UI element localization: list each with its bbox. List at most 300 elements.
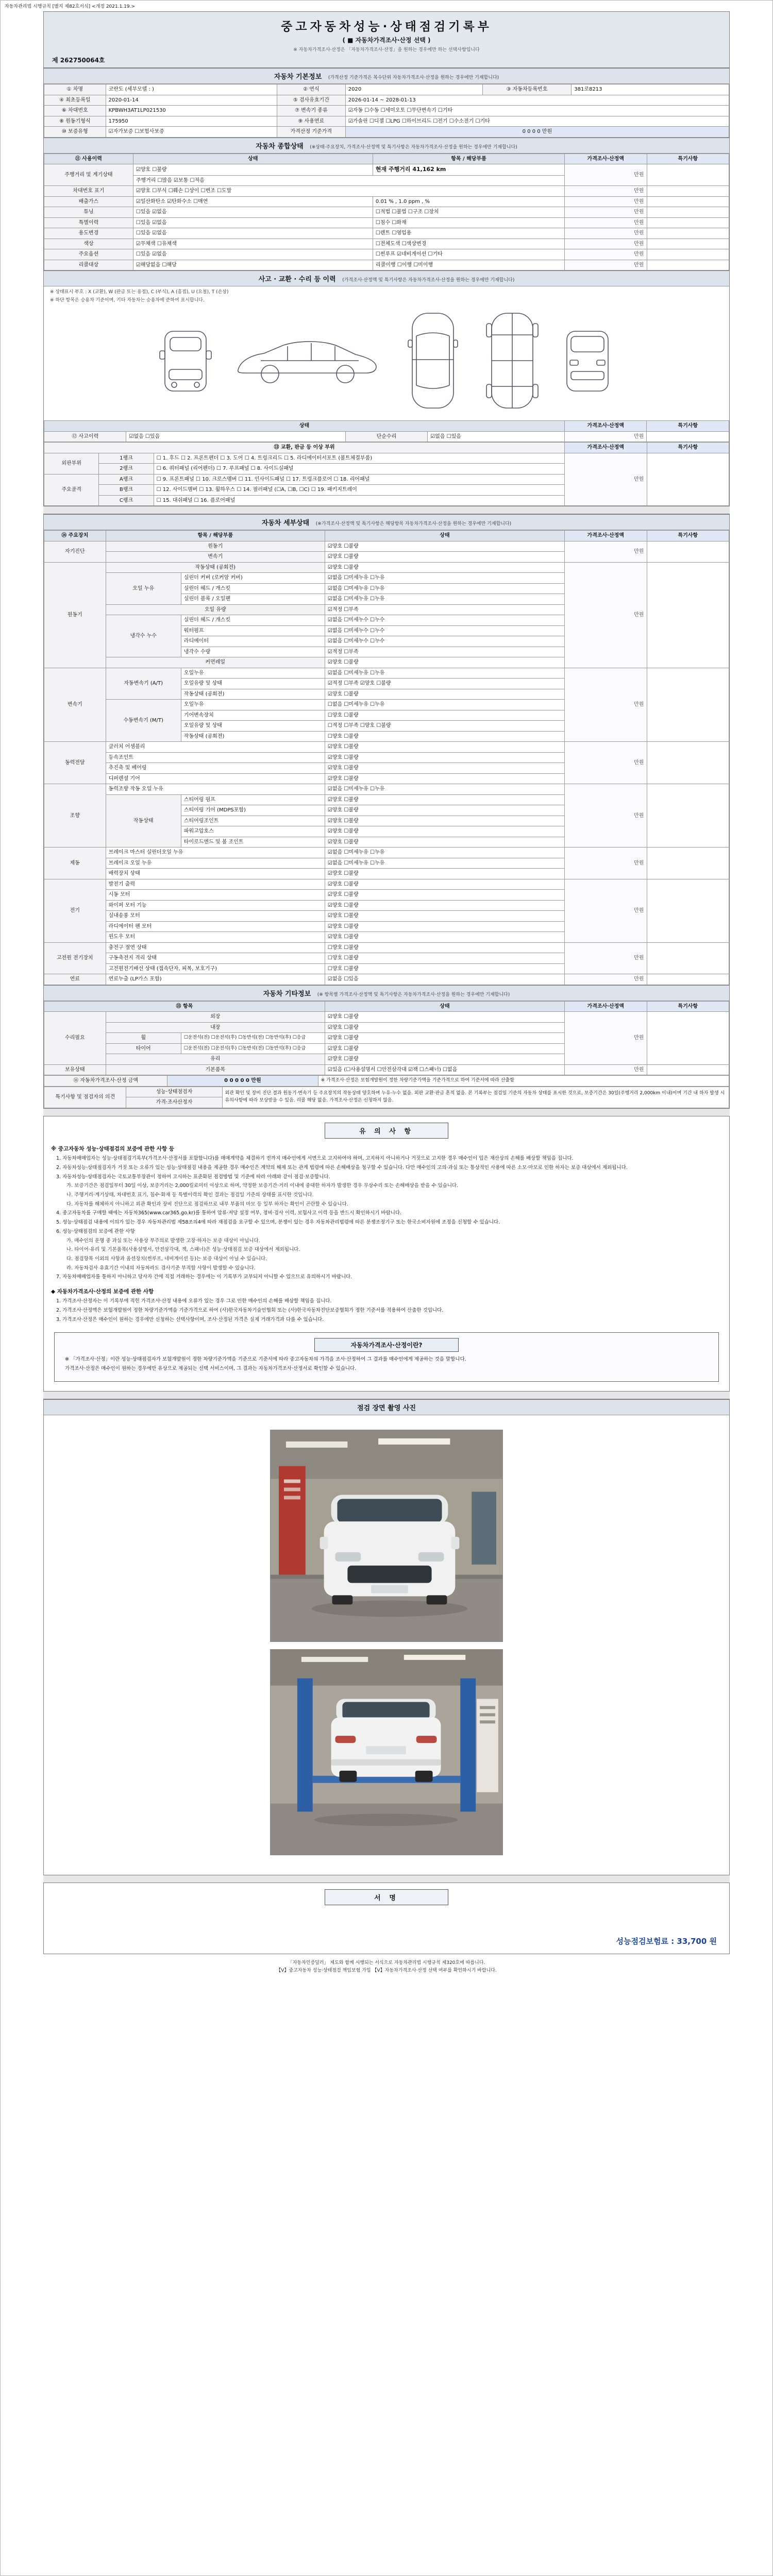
- signature-title: 서 명: [325, 1889, 448, 1905]
- footer-line: 【Ⅴ】중고자동차 성능·상태점검 책임보험 가입 【Ⅴ】자동차가격조사·산정 선택 여부를 확인하시기 바랍니다.: [276, 1968, 497, 1974]
- field-value[interactable]: ☑양호 ☐불량: [325, 816, 564, 826]
- field-value[interactable]: ☑없음 ☐미세누유 ☐누유: [325, 594, 564, 605]
- footer-line: 「자동차인증딜러」 제도와 함께 시행되는 서식으로 자동차관리법 시행규칙 제320호에 따릅니다.: [288, 1960, 485, 1966]
- field-label: 특기사항: [647, 443, 729, 453]
- field-value: 연료누출 (LP가스 포함): [106, 974, 325, 985]
- field-value: [647, 1012, 729, 1065]
- field-label: 가격조사·산정액: [565, 531, 647, 541]
- field-value: 워터펌프: [181, 625, 325, 636]
- field-label: 특기사항: [647, 154, 729, 164]
- detail-state-table: [44, 530, 729, 985]
- field-value: 실린더 헤드 / 개스킷: [181, 583, 325, 594]
- field-value[interactable]: ☐없음 ☐미세누유 ☐누유: [325, 700, 564, 710]
- field-value: 만원: [565, 196, 647, 207]
- field-value: 2020: [345, 84, 482, 95]
- field-value: 만원: [565, 668, 647, 742]
- field-value[interactable]: ☑없음 ☐미세누유 ☐누유: [325, 583, 564, 594]
- field-label: 보유상태: [44, 1064, 106, 1075]
- field-value[interactable]: ☑없음 ☐미세누유 ☐누유: [325, 573, 564, 584]
- field-value[interactable]: ☑양호 ☐불량: [325, 869, 564, 879]
- field-value[interactable]: ☑일산화탄소 ☑탄화수소 ☐매연: [133, 196, 373, 207]
- field-value[interactable]: ☑해당없음 ☐해당: [133, 260, 373, 270]
- field-value: 추진축 및 베어링: [106, 763, 325, 774]
- field-label: B랭크: [99, 485, 154, 496]
- field-value: 만원: [565, 784, 647, 848]
- field-value[interactable]: ☐ 1. 후드 ☐ 2. 프론트펜더 ☐ 3. 도어 ☐ 4. 트렁크리드 ☐ 5. 라디에이터서포트 (볼트체결부품): [154, 453, 564, 464]
- field-value: [647, 228, 729, 239]
- field-value: [647, 879, 729, 942]
- infobox-body: ※ 「가격조사·산정」이란 성능·상태점검자가 보험개발원이 정한 차량기준가액을 기준으로 기준서에 따라 중고자동차의 가격을 조사·산정하여 그 결과를 매수인에게 제공하는 것을 말합니다.: [65, 1356, 466, 1362]
- field-value[interactable]: ☑양호 ☐불량: [325, 921, 564, 932]
- field-value[interactable]: ☐운전석(전) ☐운전석(후) ☐동반석(전) ☐동반석(후) ☐응급: [181, 1033, 325, 1044]
- field-value: [647, 784, 729, 848]
- field-label: ⑮ 항목: [44, 1001, 325, 1012]
- field-label: 변속기: [44, 668, 106, 742]
- field-value: [647, 164, 729, 186]
- section-title: 자동차 기타정보: [263, 990, 311, 998]
- field-value: 외관 확인 및 장비 진단 결과 원동기·변속기 등 주요장치의 작동상태 양호하며 누유·누수 없음. 외판 교환·판금 흔적 없음. 본 기록부는 점검일 기준의 자동차 상태를 표시한 것으로, 보증기간은 30일(주행거리 2,000km 이내)이며 기간 내 하자 발생 시 유의사항에 따라 보상받을 수 있음. 리콜 해당 없음. 가격조사·산정은 신청하지 않음.: [222, 1087, 729, 1108]
- notice-line: 가. 보증기간은 점검일부터 30일 이상, 보증거리는 2,000킬로미터 이상으로 하며, 약정한 보증기간·거리 이내에 중대한 하자가 발생한 경우 무상수리 또는 손해배상을 받을 수 있습니다.: [66, 1183, 459, 1189]
- field-value[interactable]: ☑양호 ☐불량: [325, 932, 564, 943]
- field-label: 오일 누유: [106, 573, 181, 605]
- field-value[interactable]: ☐양호 ☐불량: [325, 942, 564, 953]
- field-label: ⑭ 주요장치: [44, 531, 106, 541]
- field-value[interactable]: ☑양호 ☐불량: [325, 752, 564, 763]
- field-value: [647, 186, 729, 197]
- field-label: 상태: [44, 421, 565, 432]
- field-value[interactable]: ☑양호 ☐불량: [325, 826, 564, 837]
- field-label: 특별이력: [44, 217, 133, 228]
- field-value[interactable]: ☑없음 ☐미세누수 ☐누수: [325, 625, 564, 636]
- field-value[interactable]: ☐적정 ☐부족 ☐양호 ☐불량: [325, 721, 564, 732]
- field-value[interactable]: 리콜이행 ☐이행 ☐미이행: [373, 260, 564, 270]
- section-note: (※상태·주요장치, 가격조사·산정액 및 특기사항은 자동차가격조사·산정을 원하는 경우에만 기재합니다): [310, 144, 517, 150]
- field-value[interactable]: ☐양호 ☐불량: [325, 731, 564, 742]
- field-label: 2랭크: [99, 464, 154, 474]
- field-value[interactable]: ☑양호 ☐불량: [325, 689, 564, 700]
- field-label: 제동: [44, 848, 106, 879]
- inspector-opinion-table: [44, 1087, 729, 1108]
- price-estimate-table: [44, 1075, 729, 1087]
- document-subtitle: ( ■ 자동차가격조사·산정 선택 ): [342, 37, 431, 44]
- inspection-photo-front: [270, 1430, 503, 1642]
- field-value: 실린더 블록 / 오일팬: [181, 594, 325, 605]
- field-value[interactable]: ☑적정 ☐부족: [325, 604, 564, 615]
- field-value: 기어변속장치: [181, 710, 325, 721]
- field-value: 브레이크 오일 누유: [106, 858, 325, 869]
- section-header-etc: [44, 985, 729, 1001]
- infobox-body: 가격조사·산정은 매수인이 원하는 경우에만 유상으로 제공되는 선택 서비스이며, 그 결과는 자동차가격조사·산정서로 확인할 수 있습니다.: [65, 1366, 357, 1372]
- field-value: 등속조인트: [106, 752, 325, 763]
- field-value: [647, 541, 729, 562]
- field-value: 코란도 (세부모델 : ): [106, 84, 277, 95]
- field-value: 시동 모터: [106, 890, 325, 901]
- field-value[interactable]: ☑없음 ☐미세누유 ☐누유: [325, 784, 564, 795]
- field-value[interactable]: ☑양호 ☐불량: [325, 541, 564, 552]
- notice-line: 6. 성능·상태점검의 보증에 관한 사항: [56, 1228, 135, 1234]
- field-label: 자기진단: [44, 541, 106, 562]
- etc-info-table: [44, 1001, 729, 1076]
- notice-line: 다. 점검항목 이외의 사항과 옵션장치(썬루프, 네비게이션 등)는 보증 대상이 아닐 수 있습니다.: [66, 1256, 267, 1262]
- field-label: ⑨ 사용연료: [277, 116, 345, 127]
- field-value: KPBWH3AT1LP021530: [106, 106, 277, 116]
- field-label: 용도변경: [44, 228, 133, 239]
- section-title: 자동차 세부상태: [261, 519, 310, 528]
- field-value: 만원: [565, 207, 647, 218]
- field-value: 고전원전기배선 상태 (접속단자, 피복, 보호기구): [106, 963, 325, 974]
- price-appraisal-infobox: [54, 1332, 719, 1382]
- section-note: (가격산정 기준가격은 복수단위 자동차가격조사·산정을 원하는 경우에만 기재합니다): [328, 75, 499, 80]
- field-value[interactable]: ☑양호 ☐불량: [133, 164, 373, 176]
- field-value: [647, 431, 729, 442]
- field-value: 만원: [565, 186, 647, 197]
- legal-form-note: 자동차관리법 시행규칙 [별지 제82호서식] <개정 2021.1.19.>: [5, 4, 136, 9]
- field-label: A랭크: [99, 474, 154, 485]
- field-value[interactable]: ☐있음 ☑없음: [133, 228, 373, 239]
- field-value: 만원: [565, 453, 647, 506]
- field-label: ⑥ 차대번호: [44, 106, 106, 116]
- basic-info-table: [44, 84, 729, 138]
- insurance-premium: 성능점검보험료 : 33,700 원: [616, 1937, 717, 1946]
- field-value: [647, 848, 729, 879]
- field-value: 라디에이터: [181, 636, 325, 647]
- document-title: 중고자동차성능·상태점검기록부: [281, 20, 492, 33]
- field-label: 고전원 전기장치: [44, 942, 106, 974]
- notice-line: 5. 성능·상태점검 내용에 이의가 있는 경우 자동차관리법 제58조의4에 따라 재점검을 요구할 수 있으며, 분쟁이 있는 경우 자동차관리법령에 따른 분쟁조정기구 또는 한국소비자원에 조정을 신청할 수 있습니다.: [56, 1219, 500, 1226]
- field-value: 만원: [565, 217, 647, 228]
- field-value: 만원: [565, 848, 647, 879]
- field-value: 디퍼렌셜 기어: [106, 773, 325, 784]
- field-value: 라디에이터 팬 모터: [106, 921, 325, 932]
- notice-line: 7. 자동차매매업자를 통하지 아니하고 당사자 간에 직접 거래하는 경우에는 이 기록부가 교부되지 아니할 수 있으므로 유의하시기 바랍니다.: [56, 1274, 352, 1280]
- field-label: 튜닝: [44, 207, 133, 218]
- field-value[interactable]: ☑양호 ☐불량: [325, 1033, 564, 1044]
- field-value[interactable]: ☐ 15. 대쉬패널 ☐ 16. 플로어패널: [154, 495, 564, 506]
- field-label: ⑩ 보증유형: [44, 127, 106, 138]
- field-value: [647, 196, 729, 207]
- field-value: 만원: [565, 974, 647, 985]
- field-value[interactable]: ☑양호 ☐불량: [325, 562, 564, 573]
- section-header-accident: [44, 270, 729, 286]
- field-value[interactable]: ☐적법 ☐불법 ☐구조 ☐장치: [373, 207, 564, 218]
- field-value: 구동축전지 격리 상태: [106, 953, 325, 964]
- notices-title: 유 의 사 항: [325, 1123, 448, 1139]
- field-label: 작동상태: [106, 794, 181, 848]
- field-value: 스티어링조인트: [181, 816, 325, 826]
- damage-code-note: ※ 상태표시 부호 : X (교환), W (판금 또는 용접), C (부식), A (흠집), U (요철), T (손상): [50, 290, 229, 295]
- field-value[interactable]: ☑없음 ☐있음: [428, 431, 565, 442]
- section-note: (※가격조사·산정액 및 특기사항은 해당항목 자동차가격조사·산정을 원하는 경우에만 기재합니다): [315, 521, 512, 527]
- car-diagram-front-icon: [159, 322, 212, 399]
- field-value: [647, 742, 729, 784]
- field-value: 실내송풍 모터: [106, 911, 325, 922]
- field-label: ③ 자동차등록번호: [482, 84, 572, 95]
- field-value[interactable]: ☑있음 (☐사용설명서 ☐안전삼각대 ☑잭 ☐스패너) ☐없음: [325, 1064, 564, 1075]
- field-label: 냉각수 누수: [106, 615, 181, 657]
- field-label: 자동변속기 (A/T): [106, 668, 181, 700]
- field-value: ※ 가격조사·산정은 보험개발원이 정한 차량기준가액을 기준가격으로 하여 기준서에 따라 산출함: [318, 1076, 729, 1087]
- document-header: [44, 12, 729, 68]
- notice-line: 다. 자동차를 해체하지 아니하고 외관 확인과 장비 진단으로 점검하므로 내부 부품의 마모 등 일부 하자는 확인이 곤란할 수 있습니다.: [66, 1201, 348, 1207]
- field-value: 0.01 % , 1.0 ppm , %: [373, 196, 564, 207]
- field-label: 수리필요: [44, 1012, 106, 1065]
- field-label: ⑦ 변속기 종류: [277, 106, 345, 116]
- field-label: ⑪ 사용이력: [44, 154, 133, 164]
- field-label: 가격조사·산정액: [565, 443, 647, 453]
- notice-line: 1. 가격조사·산정자는 이 기록부에 적힌 가격조사·산정 내용에 오류가 있는 경우 그로 인한 매수인의 손해를 배상할 책임을 집니다.: [56, 1298, 332, 1304]
- field-label: 오일 유량: [106, 604, 325, 615]
- field-value[interactable]: ☑적정 ☐부족: [325, 647, 564, 657]
- field-label: 특기사항 및 점검자의 의견: [44, 1087, 126, 1108]
- field-value[interactable]: ☐렌트 ☐영업용: [373, 228, 564, 239]
- section-note: (※ 항목별 가격조사·산정액 및 특기사항은 자동차가격조사·산정을 원하는 경우에만 기재합니다): [317, 992, 510, 997]
- document-number: 제 262750064호: [52, 57, 105, 64]
- field-value: 만원: [565, 742, 647, 784]
- field-value: 만원: [565, 249, 647, 260]
- field-label: 변속기: [106, 552, 325, 563]
- field-label: 원동기: [106, 541, 325, 552]
- field-label: 원동기: [44, 562, 106, 668]
- field-label: ⑤ 검사유효기간: [277, 95, 345, 106]
- field-value[interactable]: ☑양호 ☐불량: [325, 1012, 564, 1023]
- field-value[interactable]: ☐양호 ☐불량: [325, 710, 564, 721]
- field-value: 만원: [565, 164, 647, 186]
- field-value[interactable]: ☑양호 ☐불량: [325, 1043, 564, 1054]
- document: [43, 11, 730, 1984]
- field-value[interactable]: ☑없음 ☐있음: [325, 974, 564, 985]
- field-label: 수동변속기 (M/T): [106, 700, 181, 742]
- notice-line: 2. 가격조사·산정액은 보험개발원이 정한 차량기준가액을 기준가격으로 하여 (사)한국자동차기술인협회 또는 (사)한국자동차진단보증협회가 정한 기준서를 적용하여 산출한 것입니다.: [56, 1308, 444, 1314]
- field-value[interactable]: ☑없음 ☐있음: [126, 431, 345, 442]
- section-gap: [43, 1392, 730, 1399]
- field-label: 색상: [44, 239, 133, 249]
- section-title: 사고 · 교환 · 수리 등 이력: [258, 276, 336, 284]
- field-value: [647, 562, 729, 668]
- car-diagram-side-icon: [230, 330, 384, 392]
- field-label: ⑧ 원동기형식: [44, 116, 106, 127]
- field-label: 주행거리 및 계기상태: [44, 164, 133, 186]
- field-value: 배력장치 상태: [106, 869, 325, 879]
- field-value: 만원: [565, 260, 647, 270]
- field-label: 상태: [133, 154, 373, 164]
- field-value: [647, 260, 729, 270]
- field-value: 윈도우 모터: [106, 932, 325, 943]
- field-value: 만원: [565, 1064, 647, 1075]
- field-label: 1랭크: [99, 453, 154, 464]
- field-label: C랭크: [99, 495, 154, 506]
- field-label: 특기사항: [647, 1001, 729, 1012]
- field-value[interactable]: ☑양호 ☐불량: [325, 773, 564, 784]
- field-value: 동력조향 작동 오일 누유: [106, 784, 325, 795]
- accident-history-table: [44, 420, 729, 442]
- section-header-detail: [44, 514, 729, 530]
- section-header-basic: [44, 68, 729, 84]
- field-value: [647, 249, 729, 260]
- field-value: 작동상태 (공회전): [181, 731, 325, 742]
- field-value: 2020-01-14: [106, 95, 277, 106]
- field-value: 오일누유: [181, 700, 325, 710]
- field-value[interactable]: ☐있음 ☑없음: [133, 207, 373, 218]
- field-value: 스티어링 기어 (MDPS포함): [181, 805, 325, 816]
- field-value[interactable]: ☐ 6. 쿼터패널 (리어펜더) ☐ 7. 루프패널 ☐ 8. 사이드실패널: [154, 464, 564, 474]
- card-detail-state: [43, 514, 730, 1109]
- car-diagram-rear-icon: [561, 322, 614, 399]
- field-value[interactable]: ☑양호 ☐부식 ☐훼손 ☐상이 ☐변조 ☐도말: [133, 186, 564, 197]
- notice-line: ※ 중고자동차 성능·상태점검의 보증에 관한 사항 등: [51, 1145, 174, 1152]
- field-value[interactable]: ☑양호 ☐불량: [325, 900, 564, 911]
- notice-line: ◆ 자동차가격조사·산정의 보증에 관한 사항: [51, 1289, 154, 1295]
- field-value[interactable]: ☑없음 ☐미세누유 ☐누유: [325, 668, 564, 679]
- field-value[interactable]: ☑자동 ☐수동 ☐세미오토 ☐무단변속기 ☐기타: [345, 106, 729, 116]
- field-value[interactable]: ☑양호 ☐불량: [325, 657, 564, 668]
- field-value: 냉각수 수량: [181, 647, 325, 657]
- field-value: [647, 453, 729, 506]
- field-value: 만원: [565, 1012, 647, 1065]
- field-value: 만원: [565, 879, 647, 942]
- car-diagram-top-icon: [402, 309, 464, 412]
- field-value: 타이로드엔드 및 볼 조인트: [181, 837, 325, 848]
- notice-line: 라. 자동차검사 유효기간 이내의 자동차라도 검사기준 부적합 사항이 발생할 수 있습니다.: [66, 1265, 256, 1271]
- field-value: [647, 668, 729, 742]
- field-value: 브레이크 마스터 실린더오일 누유: [106, 848, 325, 858]
- field-value[interactable]: ☑양호 ☐불량: [325, 1022, 564, 1033]
- field-value[interactable]: ☑가솔린 ☐디젤 ☐LPG ☐하이브리드 ☐전기 ☐수소전기 ☐기타: [345, 116, 729, 127]
- field-label: 기본품목: [106, 1064, 325, 1075]
- field-label: 항목 / 해당부품: [106, 531, 325, 541]
- field-label: 가격조사·산정액: [565, 154, 647, 164]
- field-value[interactable]: ☑양호 ☐불량: [325, 805, 564, 816]
- field-value[interactable]: ☐침수 ☐화재: [373, 217, 564, 228]
- field-value: 스티어링 펌프: [181, 794, 325, 805]
- field-label: 내장: [106, 1022, 325, 1033]
- field-value: 실린더 커버 (로커암 커버): [181, 573, 325, 584]
- field-label: 차대번호 표기: [44, 186, 133, 197]
- section-note: (가격조사·산정액 및 특기사항은 자동차가격조사·산정을 원하는 경우에만 기재합니다): [342, 278, 515, 283]
- notice-line: 나. 타이어·유리 및 기본품목(사용설명서, 안전삼각대, 잭, 스패너)은 성능·상태점검 보증 대상에서 제외됩니다.: [66, 1247, 300, 1253]
- field-value: 만원: [565, 942, 647, 974]
- field-value[interactable]: ☑양호 ☐불량: [325, 837, 564, 848]
- field-value: 2026-01-14 ~ 2028-01-13: [345, 95, 729, 106]
- section-gap: [43, 506, 730, 514]
- field-label: 외장: [106, 1012, 325, 1023]
- field-value[interactable]: ☑자가보증 ☐보험사보증: [106, 127, 277, 138]
- field-label: ⑯ 자동차가격조사·산정 금액: [44, 1076, 167, 1087]
- field-label: ① 차명: [44, 84, 106, 95]
- field-label: ④ 최초등록일: [44, 95, 106, 106]
- section-title: 자동차 종합상태: [256, 142, 304, 150]
- field-label: 주요골격: [44, 474, 99, 506]
- notices-list: [44, 1145, 729, 1324]
- field-value[interactable]: ☑양호 ☐불량: [325, 552, 564, 563]
- field-value[interactable]: ☐있음 ☑없음: [133, 217, 373, 228]
- field-label: 가격·조사산정자: [126, 1097, 222, 1108]
- section-title: 점검 장면 촬영 사진: [357, 1404, 416, 1413]
- field-label: 성능·상태점검자: [126, 1087, 222, 1097]
- field-value[interactable]: 주행거리 ☐많음 ☑보통 ☐적음: [133, 175, 564, 186]
- notice-line: 3. 자동차성능·상태점검자는 국토교통부장관이 정하여 고시하는 표준화된 점검방법 및 기준에 따라 아래와 같이 점검·보증합니다.: [56, 1174, 330, 1180]
- field-value[interactable]: ☐전체도색 ☐색상변경: [373, 239, 564, 249]
- signature-area: [44, 1909, 729, 1954]
- field-value[interactable]: ☑없음 ☐미세누수 ☐누수: [325, 636, 564, 647]
- section-title: 자동차 기본정보: [274, 73, 322, 81]
- field-value[interactable]: ☑양호 ☐불량: [325, 742, 564, 753]
- field-label: 외판부위: [44, 453, 99, 474]
- field-label: 항목 / 해당부품: [373, 154, 564, 164]
- field-value: 오일유량 및 상태: [181, 679, 325, 689]
- field-value[interactable]: ☐있음 ☑없음: [133, 249, 373, 260]
- field-value: 와이퍼 모터 기능: [106, 900, 325, 911]
- field-label: 리콜대상: [44, 260, 133, 270]
- field-value[interactable]: ☐운전석(전) ☐운전석(후) ☐동반석(전) ☐동반석(후) ☐응급: [181, 1043, 325, 1054]
- notice-line: 4. 중고자동차를 구매할 때에는 자동차365(www.car365.go.kr)를 통하여 압류·저당 설정 여부, 정비·검사 이력, 보험사고 이력 등을 반드시 확인하시기 바랍니다.: [56, 1210, 402, 1216]
- field-value[interactable]: ☑없음 ☐미세누수 ☐누수: [325, 615, 564, 626]
- field-value: 작동상태 (공회전): [181, 689, 325, 700]
- field-label: 단순수리: [345, 431, 427, 442]
- odometer-value: 현재 주행거리 41,162 km: [373, 164, 564, 176]
- field-label: 상태: [325, 1001, 564, 1012]
- field-value[interactable]: ☑없음 ☐미세누유 ☐누유: [325, 858, 564, 869]
- card-notices: [43, 1116, 730, 1392]
- field-label: 특기사항: [647, 531, 729, 541]
- field-value[interactable]: ☐ 9. 프론트패널 ☐ 10. 크로스멤버 ☐ 11. 인사이드패널 ☐ 17. 트렁크플로어 ☐ 18. 리어패널: [154, 474, 564, 485]
- notice-line: 1. 자동차매매업자는 성능·상태점검기록부(가격조사·산정서를 포함합니다)를 매매계약을 체결하기 전까지 매수인에게 서면으로 고지하여야 하며, 고지하지 아니하거나 거짓으로 고지한 경우 매수인이 입은 재산상의 손해를 배상할 책임을 집니다.: [56, 1156, 574, 1162]
- field-label: 동력전달: [44, 742, 106, 784]
- field-label: 상태: [325, 531, 564, 541]
- section-gap: [43, 1109, 730, 1116]
- field-label: 연료: [44, 974, 106, 985]
- field-value: 381로8213: [572, 84, 729, 95]
- field-value[interactable]: ☑양호 ☐불량: [325, 763, 564, 774]
- section-header-overall: [44, 138, 729, 154]
- field-value[interactable]: ☑적정 ☐부족 ☑양호 ☐불량: [325, 679, 564, 689]
- field-value[interactable]: ☐ 12. 사이드멤버 ☐ 13. 휠하우스 ☐ 14. 필러패널 (☐A, ☐B, ☐C) ☐ 19. 패키지트레이: [154, 485, 564, 496]
- field-value: 클러치 어셈블리: [106, 742, 325, 753]
- field-label: 타이어: [106, 1043, 181, 1054]
- field-value: 만원: [565, 431, 647, 442]
- field-value: 0 0 0 0 만원: [345, 127, 729, 138]
- field-label: 가격산정 기준가격: [277, 127, 345, 138]
- field-value[interactable]: ☑양호 ☐불량: [325, 794, 564, 805]
- field-value: 0 0 0 0 0 만원: [167, 1076, 318, 1087]
- field-value[interactable]: ☐양호 ☐불량: [325, 963, 564, 974]
- field-label: 가격조사·산정액: [565, 1001, 647, 1012]
- notice-line: 가. 매수인의 운행 중 과실 또는 사용상 부주의로 발생한 고장·하자는 보증 대상이 아닙니다.: [66, 1238, 260, 1244]
- field-value[interactable]: ☑양호 ☐불량: [325, 890, 564, 901]
- car-damage-diagrams: [44, 303, 729, 420]
- damage-base-note: ※ 하단 항목은 승용차 기준이며, 기타 자동차는 승용차에 준하여 표시합니다.: [50, 298, 205, 303]
- field-value[interactable]: ☑무채색 ☐유채색: [133, 239, 373, 249]
- photo-area: [44, 1415, 729, 1875]
- field-value: 만원: [565, 228, 647, 239]
- field-value: 만원: [565, 541, 647, 562]
- field-value[interactable]: ☐썬루프 ☑네비게이션 ☐기타: [373, 249, 564, 260]
- field-value[interactable]: ☑양호 ☐불량: [325, 1054, 564, 1065]
- field-value: 만원: [565, 239, 647, 249]
- field-value: 발전기 출력: [106, 879, 325, 890]
- field-value[interactable]: ☑없음 ☐미세누유 ☐누유: [325, 848, 564, 858]
- field-value[interactable]: ☑양호 ☐불량: [325, 911, 564, 922]
- panel-rank-table: [44, 442, 729, 506]
- field-value: 실린더 헤드 / 개스킷: [181, 615, 325, 626]
- field-label: 커먼레일: [106, 657, 325, 668]
- card-photos: [43, 1399, 730, 1875]
- card-signature: [43, 1883, 730, 1954]
- field-label: 전기: [44, 879, 106, 942]
- field-label: 작동상태 (공회전): [106, 562, 325, 573]
- field-value[interactable]: ☑양호 ☐불량: [325, 879, 564, 890]
- field-value: [647, 974, 729, 985]
- field-value[interactable]: ☐양호 ☐불량: [325, 953, 564, 964]
